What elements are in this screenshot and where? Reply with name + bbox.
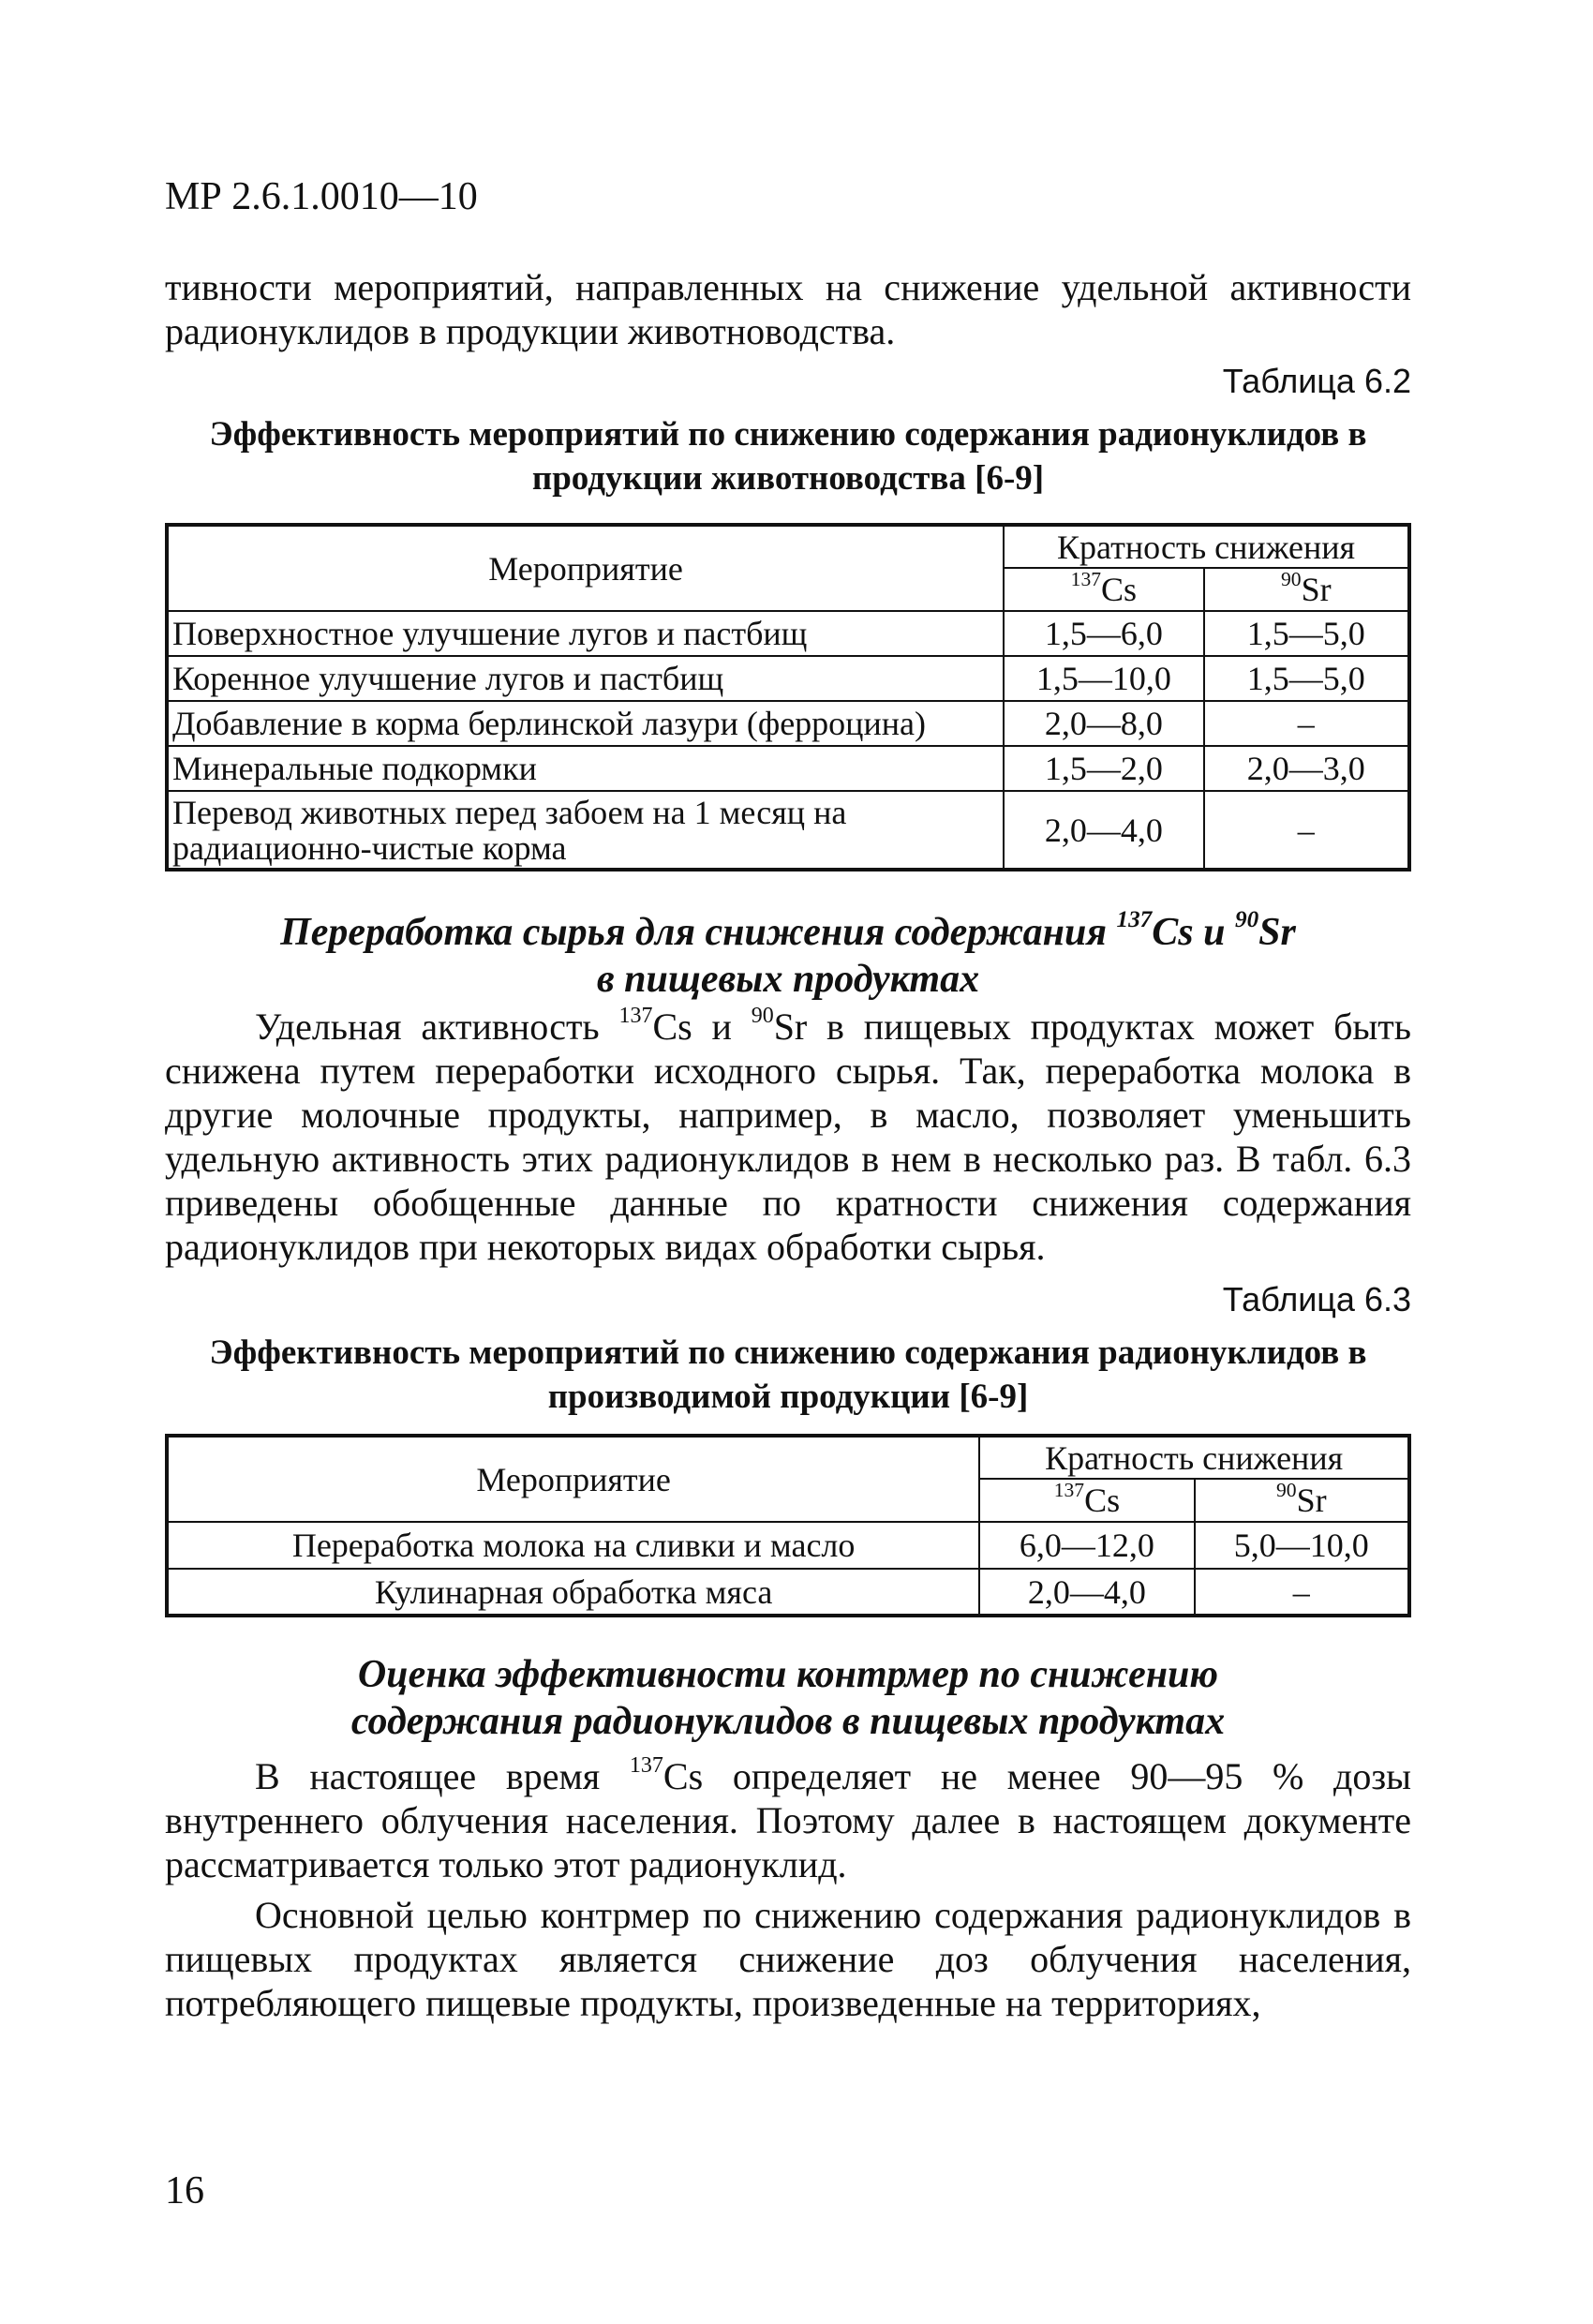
- isotope-symbol: Sr: [1301, 571, 1332, 608]
- table-header-reduction: Кратность снижения: [1004, 525, 1409, 568]
- isotope-mass: 137: [618, 1004, 653, 1028]
- section-title-evaluation: Оценка эффективности контрмер по снижению содержания радионуклидов в пищевых продуктах: [350, 1653, 1226, 1743]
- sr-value-cell: 1,5—5,0: [1204, 656, 1409, 701]
- cs-value-cell: 1,5—2,0: [1004, 746, 1203, 791]
- evaluation-paragraph-2: Основной целью контрмер по снижению содержания радионуклидов в пищевых продуктах является снижение доз облучения населения, потребляющего пищевые продукты, произведенные на территориях,: [165, 1894, 1411, 2024]
- text-run: и: [711, 1006, 732, 1048]
- isotope-mass: 90: [1276, 1478, 1297, 1501]
- measure-cell: Переработка молока на сливки и масло: [167, 1522, 979, 1569]
- table-6-2-title: Эффективность мероприятий по снижению содержания радионуклидов в продукции животноводства [6-9]: [209, 415, 1367, 498]
- isotope-symbol: Cs: [1152, 911, 1194, 954]
- table-header-sr90: [1195, 1479, 1409, 1522]
- isotope-mass: 137: [1116, 907, 1153, 933]
- table-header-cs137: [1004, 568, 1203, 611]
- sr-value-cell: 5,0—10,0: [1195, 1522, 1409, 1569]
- measure-cell: Перевод животных перед забоем на 1 месяц на радиационно-чистые корма: [167, 791, 1004, 870]
- table-header-reduction: Кратность снижения: [979, 1436, 1409, 1479]
- isotope-symbol: Sr: [773, 1006, 808, 1048]
- isotope-symbol: Sr: [1296, 1482, 1327, 1519]
- conjunction: и: [1203, 911, 1226, 954]
- table-header-measure: Мероприятие: [167, 525, 1004, 611]
- sr-value-cell: –: [1204, 791, 1409, 870]
- table-row: [167, 611, 1409, 656]
- isotope-mass: 137: [1070, 567, 1102, 590]
- section-title-text: Переработка сырья для снижения содержания: [280, 911, 1107, 954]
- table-6-3-caption: Таблица 6.3: [1222, 1280, 1411, 1318]
- text-run: определяет не менее 90—95 % дозы внутреннего облучения населения. Поэтому далее в настоящем документе рассматривается только этот радионуклид.: [165, 1755, 1412, 1885]
- cs-value-cell: 1,5—10,0: [1004, 656, 1203, 701]
- table-row: [167, 1569, 1409, 1616]
- evaluation-paragraph-1: [165, 1754, 1411, 1886]
- table-header-sr90: [1204, 568, 1409, 611]
- section-title-text: в пищевых продуктах: [596, 958, 980, 1001]
- text-run: в пищевых продуктах может быть снижена путем переработки исходного сырья. Так, переработка молока в другие молочные продукты, например, в масло, позволяет уменьшить удельную активность этих радионуклидов в нем в несколько раз. В табл. 6.3 приведены обобщенные данные по кратности снижения содержания радионуклидов при некоторых видах обработки сырья.: [165, 1006, 1412, 1268]
- isotope-mass: 90: [1234, 907, 1259, 933]
- text-run: В настоящее время: [255, 1755, 601, 1797]
- table-header-measure: Мероприятие: [167, 1436, 979, 1522]
- measure-cell: Добавление в корма берлинской лазури (ферроцина): [167, 701, 1004, 746]
- intro-paragraph: тивности мероприятий, направленных на снижение удельной активности радионуклидов в продукции животноводства.: [165, 266, 1411, 352]
- isotope-symbol: Sr: [1258, 911, 1296, 954]
- isotope-mass: 137: [629, 1753, 663, 1778]
- isotope-symbol: Cs: [1101, 571, 1138, 608]
- sr-value-cell: –: [1204, 701, 1409, 746]
- page-number: 16: [165, 2169, 204, 2212]
- table-row: [167, 791, 1409, 870]
- document-code: МР 2.6.1.0010—10: [165, 175, 478, 218]
- cs-value-cell: 2,0—4,0: [979, 1569, 1194, 1616]
- sr-value-cell: 2,0—3,0: [1204, 746, 1409, 791]
- sr-value-cell: 1,5—5,0: [1204, 611, 1409, 656]
- table-row: [167, 1522, 1409, 1569]
- table-row: [167, 656, 1409, 701]
- measure-cell: Поверхностное улучшение лугов и пастбищ: [167, 611, 1004, 656]
- table-6-3-title: Эффективность мероприятий по снижению содержания радионуклидов в производимой продукции [6-9]: [209, 1333, 1367, 1416]
- table-row: [167, 746, 1409, 791]
- text-run: Удельная активность: [255, 1006, 600, 1048]
- isotope-mass: 137: [1053, 1478, 1085, 1501]
- cs-value-cell: 2,0—4,0: [1004, 791, 1203, 870]
- processing-paragraph: [165, 1005, 1411, 1269]
- isotope-mass: 90: [751, 1004, 774, 1028]
- measure-cell: Коренное улучшение лугов и пастбищ: [167, 656, 1004, 701]
- isotope-symbol: Cs: [1084, 1482, 1121, 1519]
- cs-value-cell: 6,0—12,0: [979, 1522, 1194, 1569]
- measure-cell: Минеральные подкормки: [167, 746, 1004, 791]
- table-header-cs137: [979, 1479, 1194, 1522]
- measure-cell: Кулинарная обработка мяса: [167, 1569, 979, 1616]
- table-row: [167, 701, 1409, 746]
- isotope-mass: 90: [1281, 567, 1302, 590]
- table-6-2-caption: Таблица 6.2: [1222, 362, 1411, 400]
- cs-value-cell: 1,5—6,0: [1004, 611, 1203, 656]
- cs-value-cell: 2,0—8,0: [1004, 701, 1203, 746]
- table-6-2: [165, 523, 1411, 872]
- isotope-symbol: Cs: [663, 1755, 704, 1797]
- isotope-symbol: Cs: [652, 1006, 692, 1048]
- sr-value-cell: –: [1195, 1569, 1409, 1616]
- section-title-processing: [165, 909, 1411, 1003]
- table-6-3: [165, 1434, 1411, 1617]
